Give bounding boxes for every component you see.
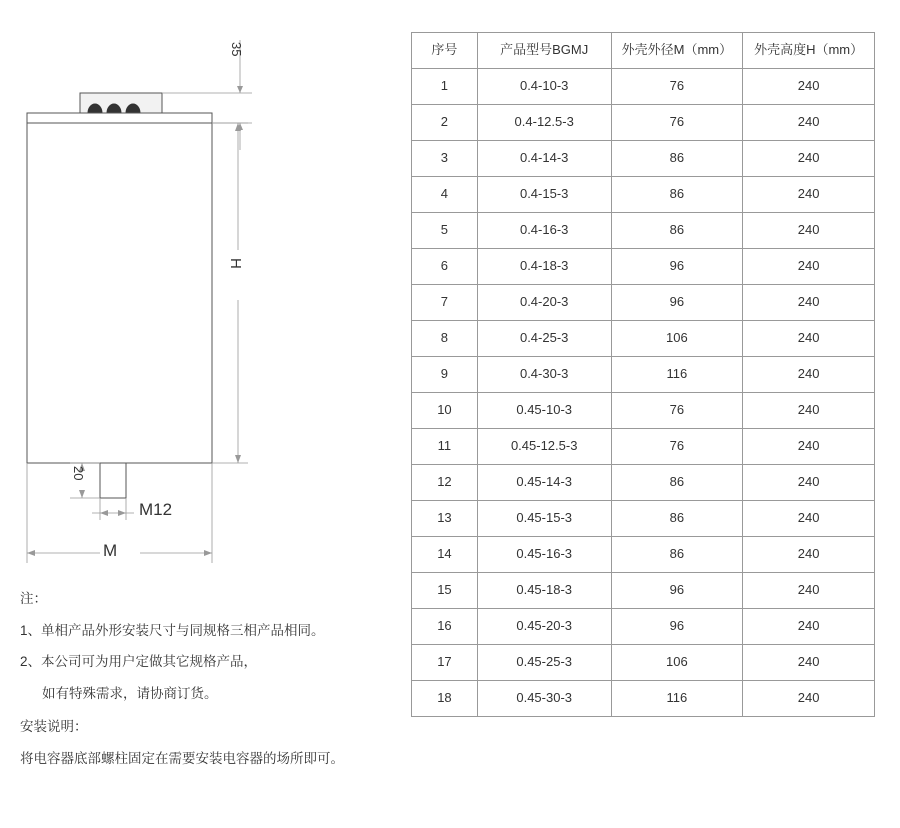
dim-label-thread-m12: M12	[139, 500, 173, 519]
table-row	[412, 465, 875, 501]
top-cover-plate	[27, 113, 212, 123]
cell-diameter: 106	[611, 645, 743, 681]
cell-index: 11	[412, 429, 478, 465]
cell-height: 240	[743, 105, 875, 141]
cell-model: 0.45-12.5-3	[477, 429, 611, 465]
arrow-m12-right	[118, 510, 126, 516]
cell-diameter: 96	[611, 609, 743, 645]
cell-diameter: 96	[611, 285, 743, 321]
cell-index: 16	[412, 609, 478, 645]
cell-index: 13	[412, 501, 478, 537]
arrow-35-top	[237, 86, 243, 93]
table-header-index: 序号	[412, 33, 478, 69]
cell-diameter: 96	[611, 249, 743, 285]
table-row	[412, 393, 875, 429]
spec-table-body	[412, 69, 875, 717]
cell-index: 9	[412, 357, 478, 393]
cell-model: 0.45-14-3	[477, 465, 611, 501]
cell-model: 0.4-30-3	[477, 357, 611, 393]
cell-model: 0.4-14-3	[477, 141, 611, 177]
cell-height: 240	[743, 357, 875, 393]
cell-index: 8	[412, 321, 478, 357]
cell-index: 7	[412, 285, 478, 321]
table-row	[412, 177, 875, 213]
cell-height: 240	[743, 537, 875, 573]
capacitor-body	[27, 123, 212, 463]
cell-index: 4	[412, 177, 478, 213]
cell-index: 5	[412, 213, 478, 249]
cell-model: 0.45-15-3	[477, 501, 611, 537]
cell-diameter: 86	[611, 177, 743, 213]
cell-index: 14	[412, 537, 478, 573]
table-row	[412, 429, 875, 465]
table-header-diameter: 外壳外径M（mm）	[611, 33, 743, 69]
cell-diameter: 86	[611, 141, 743, 177]
table-row	[412, 609, 875, 645]
table-row	[412, 501, 875, 537]
cell-height: 240	[743, 285, 875, 321]
cell-diameter: 86	[611, 537, 743, 573]
cell-diameter: 86	[611, 213, 743, 249]
spec-table-container	[411, 32, 875, 717]
note-item-1: 1、单相产品外形安装尺寸与同规格三相产品相同。	[20, 622, 325, 638]
cell-height: 240	[743, 681, 875, 717]
table-row	[412, 357, 875, 393]
cell-height: 240	[743, 213, 875, 249]
cell-height: 240	[743, 177, 875, 213]
cell-index: 3	[412, 141, 478, 177]
install-title: 安装说明：	[20, 719, 88, 734]
table-header-row	[412, 33, 875, 69]
capacitor-outline-drawing	[0, 0, 400, 600]
cell-height: 240	[743, 69, 875, 105]
cell-model: 0.45-30-3	[477, 681, 611, 717]
cell-model: 0.45-10-3	[477, 393, 611, 429]
cell-model: 0.45-20-3	[477, 609, 611, 645]
cell-height: 240	[743, 321, 875, 357]
arrow-m-left	[27, 550, 35, 556]
cell-diameter: 106	[611, 321, 743, 357]
dim-label-height-h: H	[227, 258, 244, 269]
cell-diameter: 116	[611, 681, 743, 717]
spec-table	[411, 32, 875, 717]
cell-index: 2	[412, 105, 478, 141]
table-row	[412, 681, 875, 717]
cell-diameter: 76	[611, 393, 743, 429]
table-row	[412, 105, 875, 141]
cell-diameter: 96	[611, 573, 743, 609]
table-row	[412, 141, 875, 177]
cell-index: 12	[412, 465, 478, 501]
drawing-svg	[0, 0, 400, 600]
arrow-m-right	[204, 550, 212, 556]
table-row	[412, 645, 875, 681]
cell-height: 240	[743, 141, 875, 177]
mounting-stud	[100, 463, 126, 498]
cell-height: 240	[743, 465, 875, 501]
cell-model: 0.4-12.5-3	[477, 105, 611, 141]
table-header-model: 产品型号BGMJ	[477, 33, 611, 69]
cell-diameter: 86	[611, 465, 743, 501]
cell-height: 240	[743, 501, 875, 537]
cell-model: 0.4-18-3	[477, 249, 611, 285]
arrow-m12-left	[100, 510, 108, 516]
cell-model: 0.4-15-3	[477, 177, 611, 213]
cell-diameter: 116	[611, 357, 743, 393]
note-item-2: 2、本公司可为用户定做其它规格产品，	[20, 654, 258, 669]
cell-model: 0.4-25-3	[477, 321, 611, 357]
table-row	[412, 321, 875, 357]
cell-height: 240	[743, 609, 875, 645]
notes-title: 注：	[20, 591, 47, 606]
cell-model: 0.4-10-3	[477, 69, 611, 105]
cell-model: 0.45-16-3	[477, 537, 611, 573]
cell-index: 10	[412, 393, 478, 429]
cell-height: 240	[743, 393, 875, 429]
install-text: 将电容器底部螺柱固定在需要安装电容器的场所即可。	[20, 750, 344, 766]
table-row	[412, 69, 875, 105]
cell-index: 18	[412, 681, 478, 717]
cell-index: 15	[412, 573, 478, 609]
arrow-20-bottom	[79, 490, 85, 498]
cell-index: 17	[412, 645, 478, 681]
cell-model: 0.4-20-3	[477, 285, 611, 321]
cell-height: 240	[743, 249, 875, 285]
arrow-h-bottom	[235, 455, 241, 463]
dim-label-stud-20: 20	[71, 466, 86, 481]
cell-model: 0.45-25-3	[477, 645, 611, 681]
dim-label-width-m: M	[103, 541, 118, 560]
table-row	[412, 285, 875, 321]
notes-block	[20, 592, 400, 783]
table-row	[412, 537, 875, 573]
table-row	[412, 573, 875, 609]
cell-diameter: 76	[611, 69, 743, 105]
table-row	[412, 213, 875, 249]
cell-height: 240	[743, 645, 875, 681]
cell-diameter: 76	[611, 429, 743, 465]
cell-index: 1	[412, 69, 478, 105]
note-item-3: 如有特殊需求，请协商订货。	[42, 685, 218, 701]
dim-label-top-35: 35	[229, 42, 244, 57]
cell-height: 240	[743, 573, 875, 609]
cell-diameter: 86	[611, 501, 743, 537]
cell-height: 240	[743, 429, 875, 465]
table-header-height: 外壳高度H（mm）	[743, 33, 875, 69]
table-row	[412, 249, 875, 285]
cell-index: 6	[412, 249, 478, 285]
cell-model: 0.45-18-3	[477, 573, 611, 609]
cell-model: 0.4-16-3	[477, 213, 611, 249]
cell-diameter: 76	[611, 105, 743, 141]
